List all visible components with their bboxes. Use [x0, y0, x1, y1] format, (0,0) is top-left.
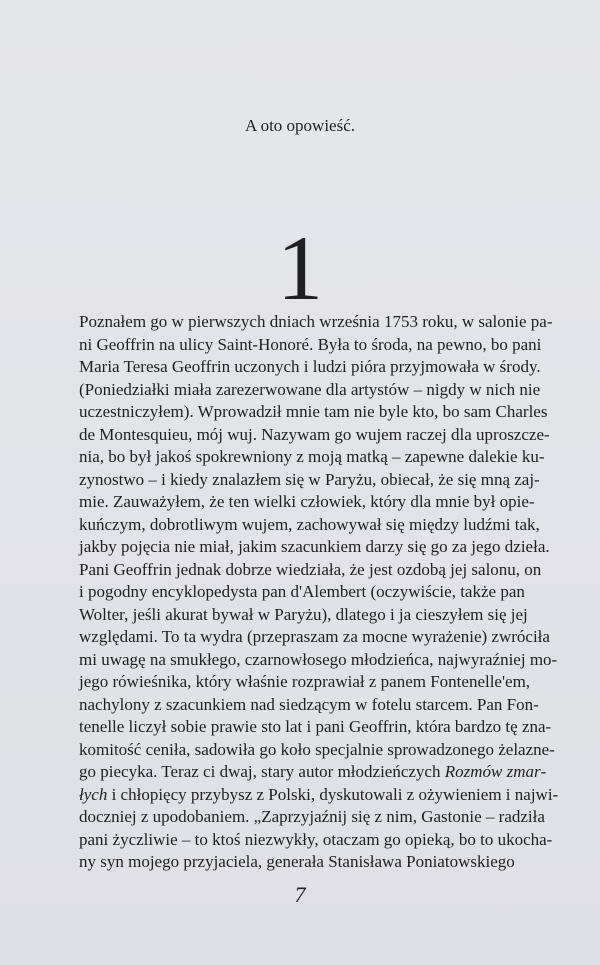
text-line: de Montesquieu, mój wuj. Nazywam go wujem raczej dla uproszcze- — [79, 424, 550, 444]
text-line: mie. Zauważyłem, że ten wielki człowiek, który dla mnie był opie- — [79, 492, 535, 511]
text-line: zynostwo – i kiedy znalazłem się w Paryżu, obiecał, że się mną zaj- — [79, 469, 540, 489]
text-line: kuńczym, dobrotliwym wujem, zachowywał się między ludźmi tak, — [79, 514, 540, 534]
text-line: komitość ceniła, sadowiła go koło specjalnie sprowadzonego żelazne- — [79, 739, 555, 759]
body-text — [79, 311, 559, 874]
text-line: nachylony z szacunkiem nad siedzącym w fotelu starcem. Pan Fon- — [79, 694, 539, 714]
page-number: 7 — [294, 882, 306, 907]
text-line: mi uwagę na smukłego, czarnowłosego młodzieńca, najwyraźniej mo- — [79, 649, 558, 669]
chapter-number: 1 — [277, 217, 323, 319]
text-line: pani życzliwie – to ktoś niezwykły, otaczam go opieką, bo to ukocha- — [79, 829, 553, 849]
text-line: ni Geoffrin na ulicy Saint-Honoré. Była to środa, na pewno, bo pani — [79, 334, 542, 354]
text-line: ny syn mojego przyjaciela, generała Stanisława Poniatowskiego — [79, 852, 515, 871]
text-line: Pani Geoffrin jednak dobrze wiedziała, że jest ozdobą jej salonu, on — [79, 559, 542, 579]
text-line: jego rówieśnika, który właśnie rozprawiał z panem Fontenelle'em, — [79, 672, 531, 691]
text-line: uczestniczyłem). Wprowadził mnie tam nie byle kto, bo sam Charles — [79, 402, 548, 421]
text-line: Maria Teresa Geoffrin uczonych i ludzi pióra przyjmowała w środy. — [79, 357, 541, 376]
text-line: Poznałem go w pierwszych dniach września 1753 roku, w salonie pa- — [79, 312, 553, 331]
text-line: łych i chłopięcy przybysz z Polski, dyskutowali z ożywieniem i najwi- — [79, 784, 559, 804]
text-line: jakby pojęcia nie miał, jakim szacunkiem darzy się go za jego dzieła. — [79, 537, 550, 556]
epigraph: A oto opowieść. — [244, 116, 356, 135]
text-line: go piecyka. Teraz ci dwaj, stary autor młodzieńczych Rozmów zmar- — [79, 762, 547, 781]
text-line: doczniej z upodobaniem. „Zaprzyjaźnij się z nim, Gastonie – radziła — [79, 807, 545, 826]
text-line: względami. To ta wydra (przepraszam za mocne wyrażenie) zwróciła — [79, 627, 550, 646]
text-line: nia, bo był jakoś spokrewniony z moją matką – zapewne dalekie ku- — [79, 447, 545, 466]
text-line: tenelle liczył sobie prawie sto lat i pani Geoffrin, która bardzo tę zna- — [79, 717, 552, 736]
text-line: i pogodny encyklopedysta pan d'Alembert (oczywiście, także pan — [79, 582, 525, 601]
text-line: Wolter, jeśli akurat bywał w Paryżu), dlatego i ja cieszyłem się jej — [79, 604, 528, 624]
text-line: (Poniedziałki miała zarezerwowane dla artystów – nigdy w nich nie — [79, 379, 541, 399]
